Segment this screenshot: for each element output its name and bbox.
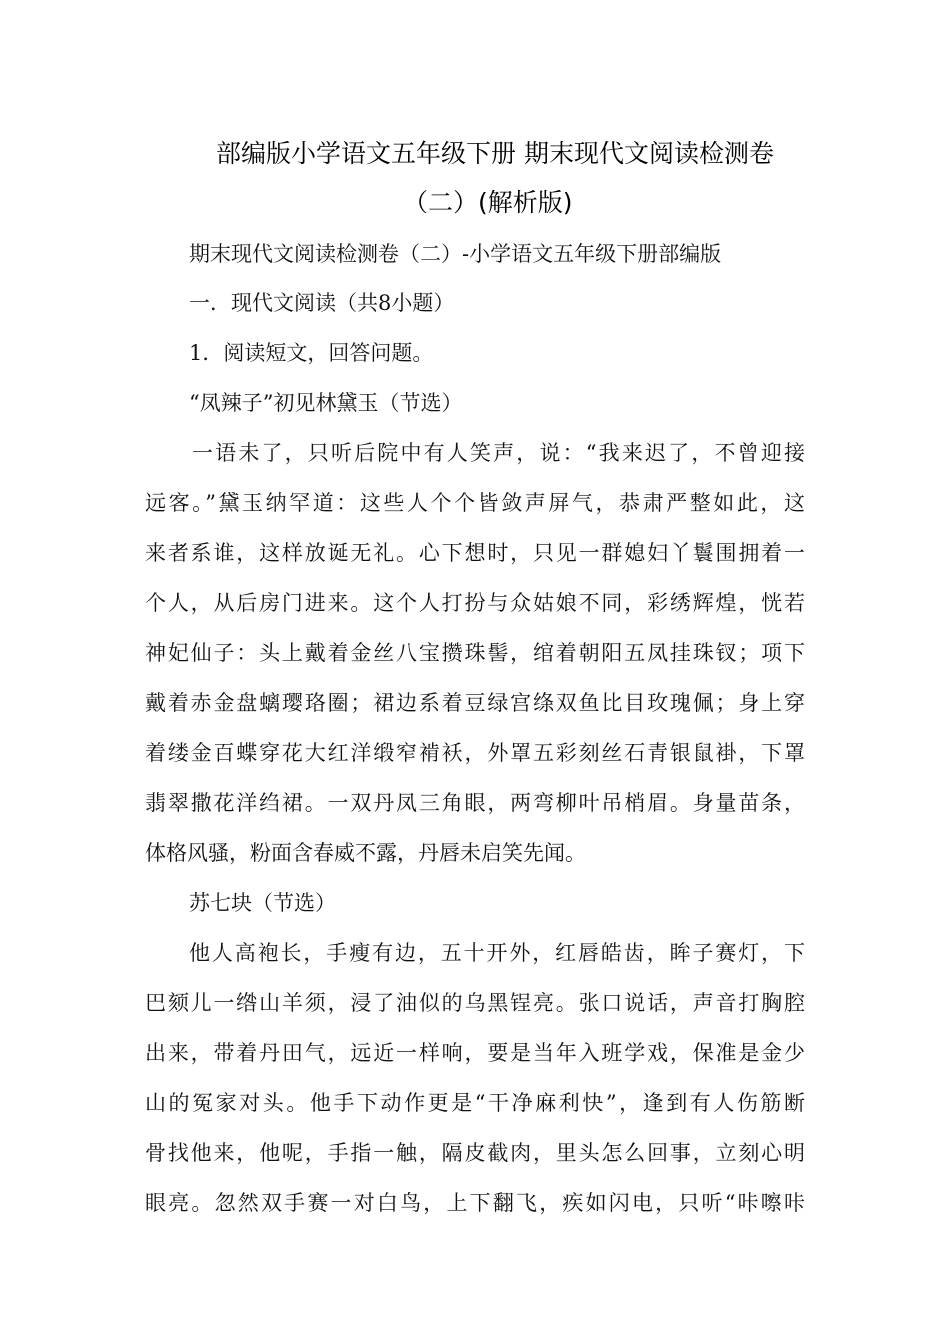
document-title-continued: （二）(解析版) [403,188,573,217]
passage-line: 骨找他来，他呢，手指一触，隔皮截肉，里头怎么回事，立刻心明 [145,1141,805,1165]
passage-line: 戴着赤金盘螭璎珞圈；裙边系着豆绿宫绦双鱼比目玫瑰佩；身上穿 [145,691,805,715]
document-title: 部编版小学语文五年级下册 期末现代文阅读检测卷 [216,139,774,168]
passage-line: 翡翠撒花洋绉裙。一双丹凤三角眼，两弯柳叶吊梢眉。身量苗条， [145,791,805,815]
section-heading: 一．现代文阅读（共8小题） [189,291,455,315]
question-prompt: 1．阅读短文，回答问题。 [189,341,434,365]
passage-line: 一语未了，只听后院中有人笑声，说：“我来迟了，不曾迎接 [192,441,805,465]
passage-line: 神妃仙子：头上戴着金丝八宝攒珠髻，绾着朝阳五凤挂珠钗；项下 [145,641,805,665]
passage-line: 体格风骚，粉面含春威不露，丹唇未启笑先闻。 [145,841,586,865]
passage-line: 来者系谁，这样放诞无礼。心下想时，只见一群媳妇丫鬟围拥着一 [145,541,805,565]
passage-line: 着缕金百蝶穿花大红洋缎窄褃袄，外罩五彩刻丝石青银鼠褂，下罩 [145,741,805,765]
passage-line: 他人高袍长，手瘦有边，五十开外，红唇皓齿，眸子赛灯，下 [189,941,805,965]
passage-line: 出来，带着丹田气，远近一样响，要是当年入班学戏，保准是金少 [145,1041,805,1065]
passage-title: “凤辣子”初见林黛玉（节选） [189,391,463,415]
passage-title: 苏七块（节选） [189,891,336,915]
passage-line: 巴颏儿一绺山羊须，浸了油似的乌黑锃亮。张口说话，声音打胸腔 [145,991,805,1015]
passage-line: 远客。”黛玉纳罕道：这些人个个皆敛声屏气，恭肃严整如此，这 [145,491,805,515]
passage-line: 个人，从后房门进来。这个人打扮与众姑娘不同，彩绣辉煌，恍若 [145,591,805,615]
passage-line: 眼亮。忽然双手赛一对白鸟，上下翻飞，疾如闪电，只听“咔嚓咔 [145,1191,805,1215]
passage-line: 山的冤家对头。他手下动作更是“干净麻利快”，逢到有人伤筋断 [145,1091,805,1115]
document-subtitle: 期末现代文阅读检测卷（二）-小学语文五年级下册部编版 [189,242,722,266]
